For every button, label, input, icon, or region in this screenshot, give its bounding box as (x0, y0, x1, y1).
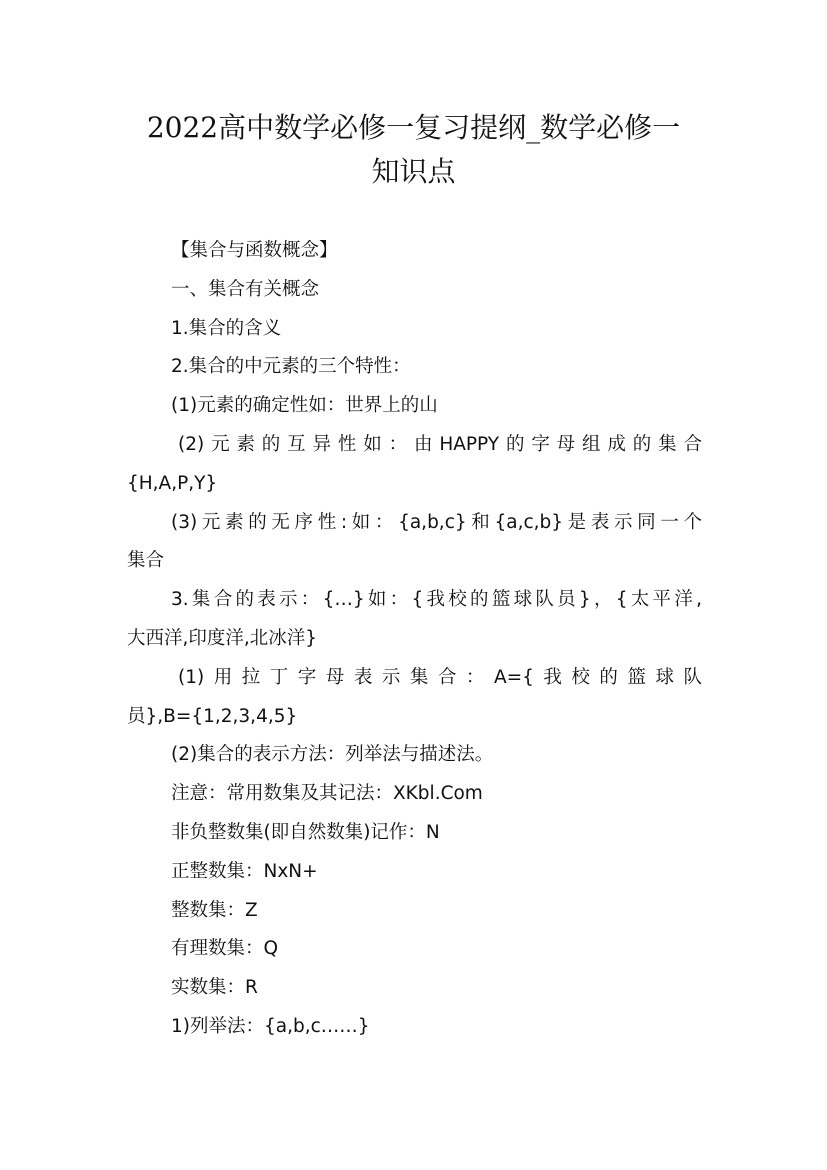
paragraph-line: 1.集合的含义 (171, 317, 282, 339)
document-body (127, 232, 702, 1047)
title-line-1: 2022高中数学必修一复习提纲_数学必修一 (146, 111, 681, 144)
paragraph-line: (2)元素的互异性如：由HAPPY的字母组成的集合 (178, 433, 702, 455)
paragraph-line: 2.集合的中元素的三个特性： (171, 356, 411, 378)
paragraph-line: 非负整数集(即自然数集)记作：N (171, 821, 440, 843)
paragraph-line: 正整数集：NxN+ (171, 860, 318, 882)
paragraph-line: 大西洋,印度洋,北冰洋} (127, 627, 318, 649)
paragraph-line: (1)用拉丁字母表示集合：A={我校的篮球队 (178, 666, 702, 688)
paragraph-line: 员},B={1,2,3,4,5} (127, 705, 298, 727)
paragraph-line: 1)列举法：{a,b,c……} (171, 1015, 370, 1037)
paragraph-line: 集合 (127, 550, 165, 572)
paragraph-line: 3.集合的表示：{…}如：{我校的篮球队员}，{太平洋, (171, 589, 702, 611)
paragraph-line: 整数集：Z (171, 899, 258, 921)
paragraph-line: {H,A,P,Y} (127, 472, 218, 494)
paragraph-line: 有理数集：Q (171, 938, 279, 960)
document-title (100, 106, 727, 194)
section-heading: 【集合与函数概念】 (171, 240, 338, 261)
paragraph-line: (3)元素的无序性:如：{a,b,c}和{a,c,b}是表示同一个 (171, 511, 702, 533)
paragraph-line: 注意：常用数集及其记法：XKbl.Com (171, 783, 483, 805)
subsection-heading: 一、集合有关概念 (171, 278, 320, 300)
paragraph-line: 实数集：R (171, 977, 258, 999)
paragraph-line: (1)元素的确定性如：世界上的山 (171, 395, 438, 417)
paragraph-line: (2)集合的表示方法：列举法与描述法。 (171, 744, 494, 766)
title-line-2: 知识点 (371, 155, 456, 188)
